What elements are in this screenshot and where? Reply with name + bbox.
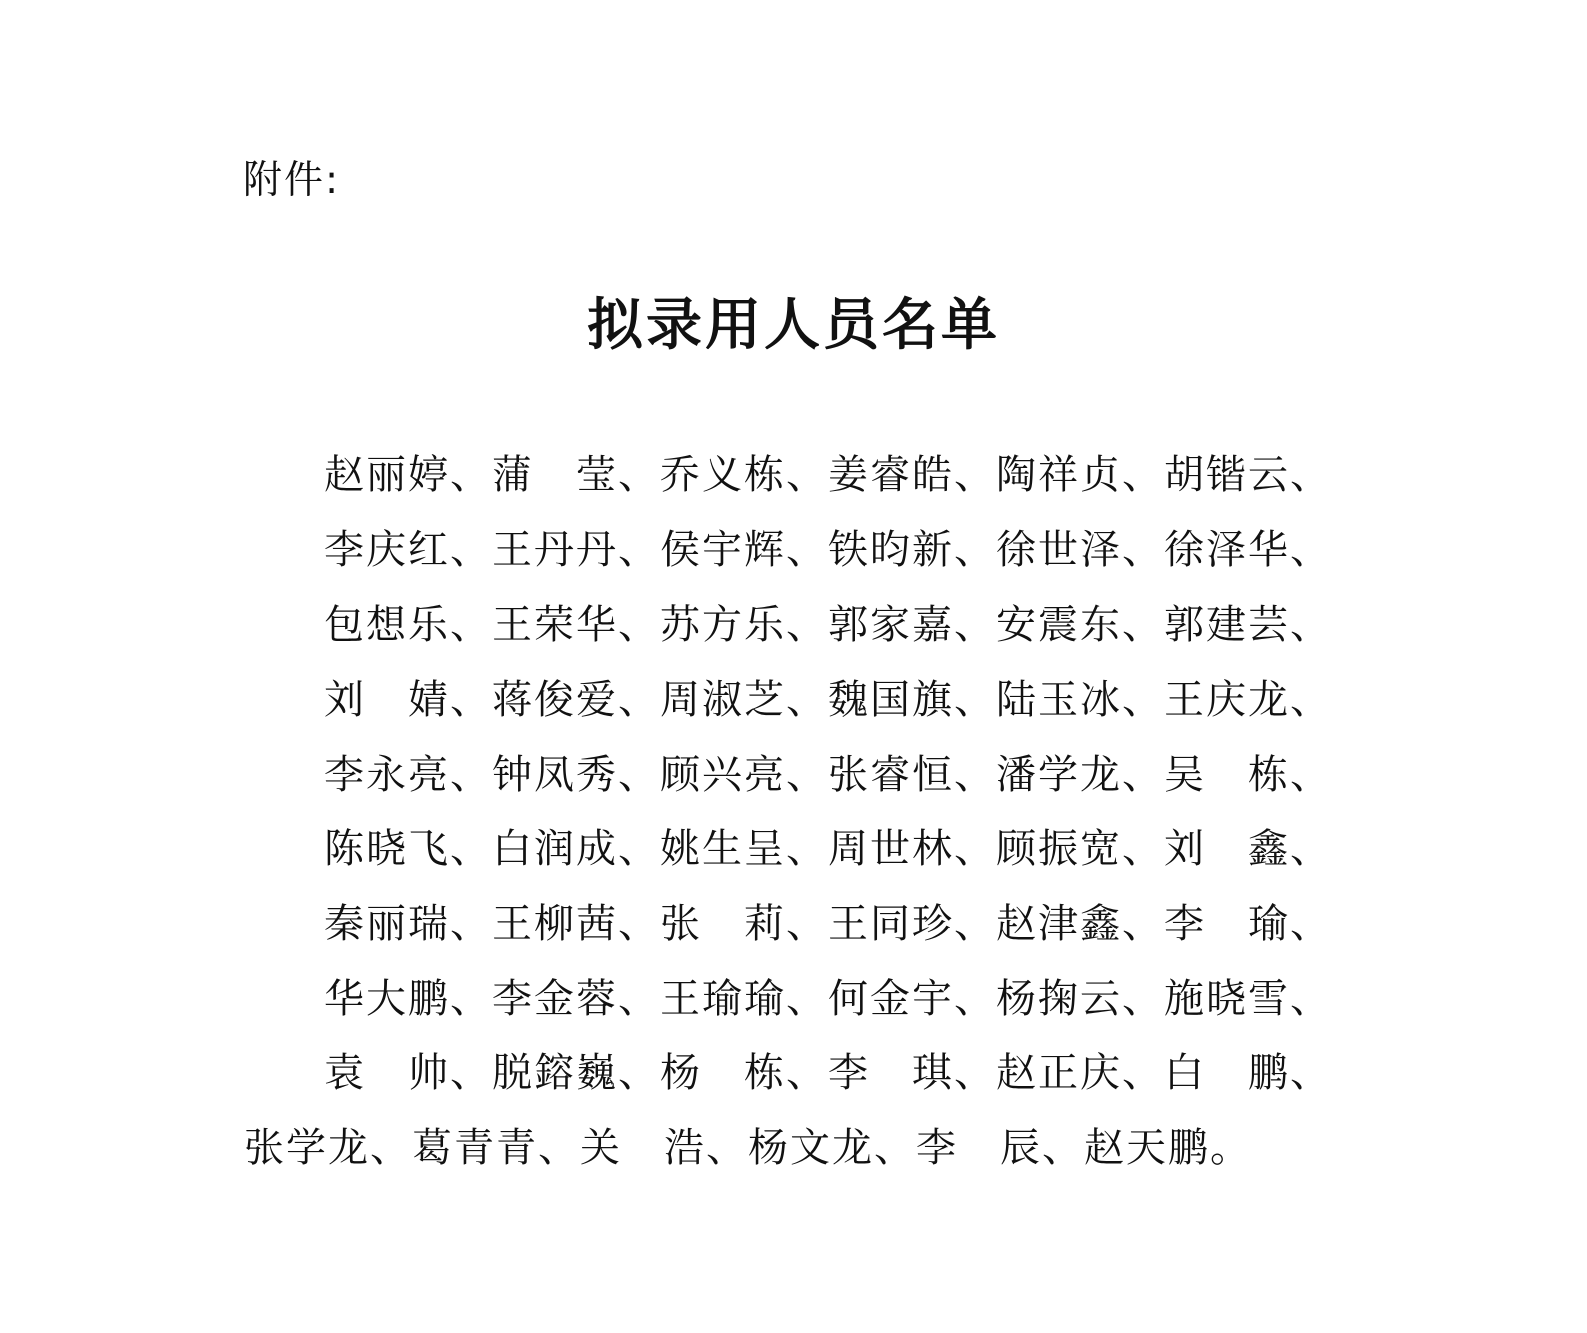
name-row — [323, 520, 1331, 580]
name-entry: 苏 方 乐 、 — [660, 602, 826, 648]
name-entry: 赵 丽 婷 、 — [324, 452, 490, 498]
name-entry: 乔 义 栋 、 — [660, 452, 826, 498]
name-entry: 陆 玉 冰 、 — [996, 677, 1162, 723]
name-row — [323, 670, 1331, 730]
name-entry: 赵 正 庆 、 — [996, 1050, 1162, 1096]
name-entry: 杨 栋 、 — [660, 1050, 826, 1096]
name-row — [323, 1043, 1331, 1103]
name-entry: 杨 文 龙 、 — [748, 1125, 914, 1171]
name-entry: 胡 锴 云 、 — [1164, 452, 1330, 498]
name-entry: 张 睿 恒 、 — [828, 752, 994, 798]
name-entry: 姚 生 呈 、 — [660, 826, 826, 872]
name-row — [323, 894, 1331, 954]
name-entry: 王 瑜 瑜 、 — [660, 976, 826, 1022]
name-entry: 白 鹏 、 — [1164, 1050, 1330, 1096]
name-entry: 葛 青 青 、 — [412, 1125, 578, 1171]
name-entry: 徐 泽 华 、 — [1164, 527, 1330, 573]
name-entry: 吴 栋 、 — [1164, 752, 1330, 798]
name-entry: 袁 帅 、 — [324, 1050, 490, 1096]
name-entry: 施 晓 雪 、 — [1164, 976, 1330, 1022]
name-entry: 王 丹 丹 、 — [492, 527, 658, 573]
name-entry: 周 世 林 、 — [828, 826, 994, 872]
name-entry: 郭 家 嘉 、 — [828, 602, 994, 648]
name-entry: 姜 睿 皓 、 — [828, 452, 994, 498]
name-entry: 秦 丽 瑞 、 — [324, 901, 490, 947]
name-row — [323, 819, 1331, 879]
name-entry: 李 永 亮 、 — [324, 752, 490, 798]
name-entry: 张 莉 、 — [660, 901, 826, 947]
name-entry: 李 琪 、 — [828, 1050, 994, 1096]
name-entry: 蒋 俊 爱 、 — [492, 677, 658, 723]
name-entry: 李 辰 、 — [916, 1125, 1082, 1171]
name-entry: 钟 凤 秀 、 — [492, 752, 658, 798]
name-entry: 白 润 成 、 — [492, 826, 658, 872]
attachment-label: 附件: — [243, 158, 341, 203]
name-entry: 陈 晓 飞 、 — [324, 826, 490, 872]
name-entry: 杨 掬 云 、 — [996, 976, 1162, 1022]
name-entry: 周 淑 芝 、 — [660, 677, 826, 723]
name-entry: 华 大 鹏 、 — [324, 976, 490, 1022]
name-entry: 关 浩 、 — [580, 1125, 746, 1171]
name-row — [323, 745, 1331, 805]
name-entry: 潘 学 龙 、 — [996, 752, 1162, 798]
name-entry: 刘 鑫 、 — [1164, 826, 1330, 872]
name-entry: 赵 津 鑫 、 — [996, 901, 1162, 947]
name-entry: 铁 昀 新 、 — [828, 527, 994, 573]
name-row — [323, 445, 1331, 505]
name-entry: 侯 宇 辉 、 — [660, 527, 826, 573]
name-entry: 王 柳 茜 、 — [492, 901, 658, 947]
name-entry: 蒲 莹 、 — [492, 452, 658, 498]
name-entry: 陶 祥 贞 、 — [996, 452, 1162, 498]
name-entry: 魏 国 旗 、 — [828, 677, 994, 723]
name-entry: 王 庆 龙 、 — [1164, 677, 1330, 723]
name-entry: 徐 世 泽 、 — [996, 527, 1162, 573]
name-entry: 李 瑜 、 — [1164, 901, 1330, 947]
name-entry: 赵 天 鹏 。 — [1084, 1125, 1250, 1171]
name-entry: 王 同 珍 、 — [828, 901, 994, 947]
name-entry: 张 学 龙 、 — [244, 1125, 410, 1171]
name-entry: 顾 兴 亮 、 — [660, 752, 826, 798]
name-entry: 安 震 东 、 — [996, 602, 1162, 648]
name-entry: 郭 建 芸 、 — [1164, 602, 1330, 648]
name-row — [323, 969, 1331, 1029]
name-entry: 包 想 乐 、 — [324, 602, 490, 648]
name-row — [323, 595, 1331, 655]
name-entry: 何 金 宇 、 — [828, 976, 994, 1022]
name-entry: 脱 鎔 巍 、 — [492, 1050, 658, 1096]
name-entry: 王 荣 华 、 — [492, 602, 658, 648]
document-title: 拟录用人员名单 — [587, 292, 1000, 358]
name-entry: 刘 婧 、 — [324, 677, 490, 723]
name-entry: 李 金 蓉 、 — [492, 976, 658, 1022]
name-entry: 李 庆 红 、 — [324, 527, 490, 573]
name-row-last — [243, 1118, 1251, 1178]
name-entry: 顾 振 宽 、 — [996, 826, 1162, 872]
